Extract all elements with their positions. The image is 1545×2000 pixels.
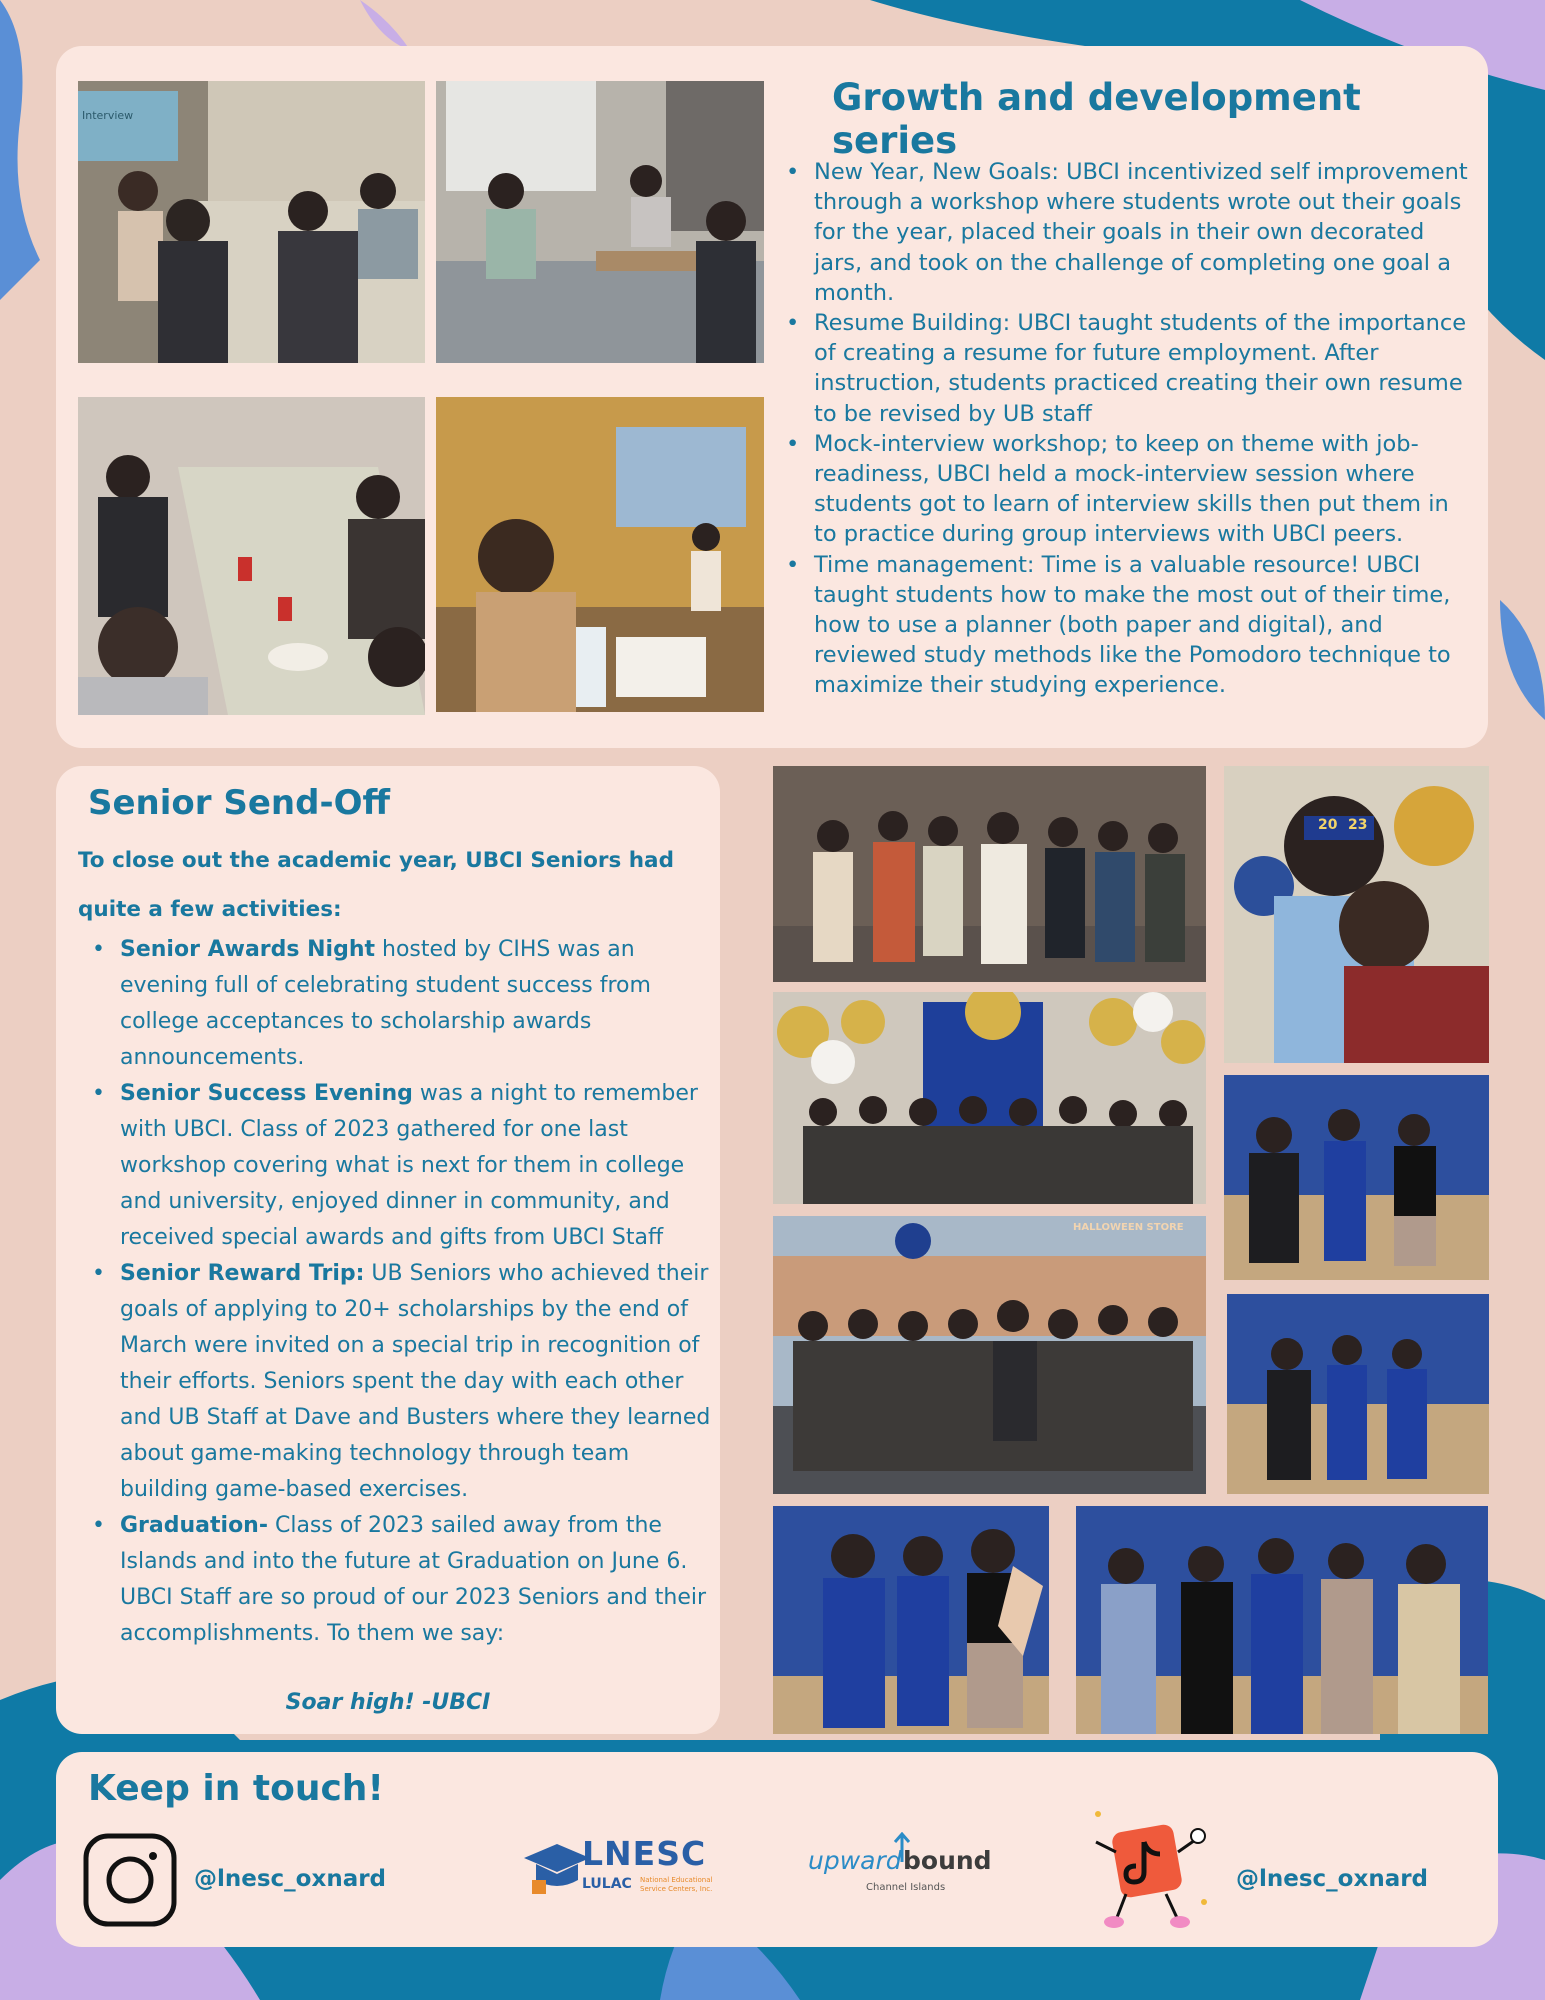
item-text: was a night to remember with UBCI. Class of 2023 gathered for one last workshop covering what is next for them in college and university, enjoyed dinner in community, and received special awards and gifts from UBCI Staff [120,1081,698,1250]
growth-bullet: • Time management: Time is a valuable resource! UBCI taught students how to make the most out of their time, how to use a planner (both paper and digital), and reviewed study methods like the Pomodoro technique to maximize their studying experience. [814,550,1474,701]
ub-subtitle: Channel Islands [866,1882,946,1893]
growth-bullet: • New Year, New Goals: UBCI incentivized self improvement through a workshop where students wrote out their goals for the year, placed their goals in their own decorated jars, and took on the challenge of completing one goal a month. [814,157,1474,308]
instagram-icon [82,1832,178,1928]
lnesc-subtitle-2: Service Centers, Inc. [640,1885,713,1893]
photo-resume-presentation [436,397,764,712]
senior-activity-list [120,932,712,1652]
photo-classroom-discussion [436,81,764,363]
growth-bullet: • Resume Building: UBCI taught students of the importance of creating a resume for future employment. After instruction, students practiced creating their own resume to be revised by UB staff [814,308,1474,429]
item-heading: Senior Reward Trip: [120,1261,365,1286]
senior-intro: To close out the academic year, UBCI Seniors had quite a few activities: [78,848,674,922]
senior-title: Senior Send-Off [88,783,391,823]
photo-graduation-gym-2 [1227,1294,1489,1494]
photo-success-evening-balloons [773,992,1206,1204]
senior-item-awards-night [120,932,712,1076]
lnesc-subtitle-1: National Educational [640,1876,713,1884]
photo-graduation-gym-1 [1224,1075,1489,1280]
lnesc-lulac: LULAC [582,1876,632,1892]
tiktok-mascot-icon[interactable] [1086,1802,1216,1932]
upward-bound-logo [808,1834,1008,1904]
ub-word-upward: upward [808,1846,902,1875]
item-heading: Senior Awards Night [120,937,376,962]
ub-word-bound: bound [903,1846,992,1875]
footer-card [56,1752,1498,1947]
photo-interview-classroom [78,81,425,363]
item-text: UB Seniors who achieved their goals of applying to 20+ scholarships by the end of March were invited on a special trip in recognition of their efforts. Seniors spent the day with each other and UB Staff at Dave and Busters where they learned about game-making technology through team building game-based exercises. [120,1261,711,1502]
photo-reward-trip-dave-busters [773,1216,1206,1494]
instagram-handle: @lnesc_oxnard [194,1866,387,1892]
photo-2023-glasses-hug [1224,766,1489,1063]
growth-bullet: • Mock-interview workshop; to keep on theme with job-readiness, UBCI held a mock-interview session where students got to learn of interview skills then put them in to practice during group interviews with UBCI peers. [814,429,1474,550]
senior-closing: Soar high! -UBCI [285,1690,491,1715]
senior-item-graduation [120,1508,712,1652]
item-text: hosted by CIHS was an evening full of celebrating student success from college acceptances to scholarship awards announcements. [120,937,651,1070]
lnesc-wordmark: LNESC [582,1834,707,1873]
instagram-link[interactable] [82,1832,402,1932]
tiktok-handle[interactable]: @lnesc_oxnard [1236,1866,1429,1892]
photo-slide-label: Interview [82,109,134,122]
senior-item-success-evening [120,1076,712,1256]
senior-card [56,766,720,1734]
photo-decorating-jars [78,397,425,715]
photo-graduation-pair [773,1506,1049,1734]
photo-awards-night-group [773,766,1206,982]
photo-graduation-family [1076,1506,1488,1734]
glasses-number-23: 23 [1348,817,1368,833]
growth-title: Growth and development series [832,76,1361,162]
footer-title: Keep in touch! [88,1768,384,1809]
item-text: Class of 2023 sailed away from the Islands and into the future at Graduation on June 6. UBCI Staff are so proud of our 2023 Seniors and their accomplishments. To them we say: [120,1513,707,1646]
item-heading: Senior Success Evening [120,1081,413,1106]
item-heading: Graduation- [120,1513,268,1538]
growth-bullet-list [814,157,1474,701]
arrow-up-icon [892,1832,912,1862]
store-sign: HALLOWEEN STORE [1073,1222,1184,1233]
growth-card [56,46,1488,748]
senior-item-reward-trip [120,1256,712,1508]
lnesc-logo [522,1834,722,1904]
glasses-number-20: 20 [1318,817,1338,833]
